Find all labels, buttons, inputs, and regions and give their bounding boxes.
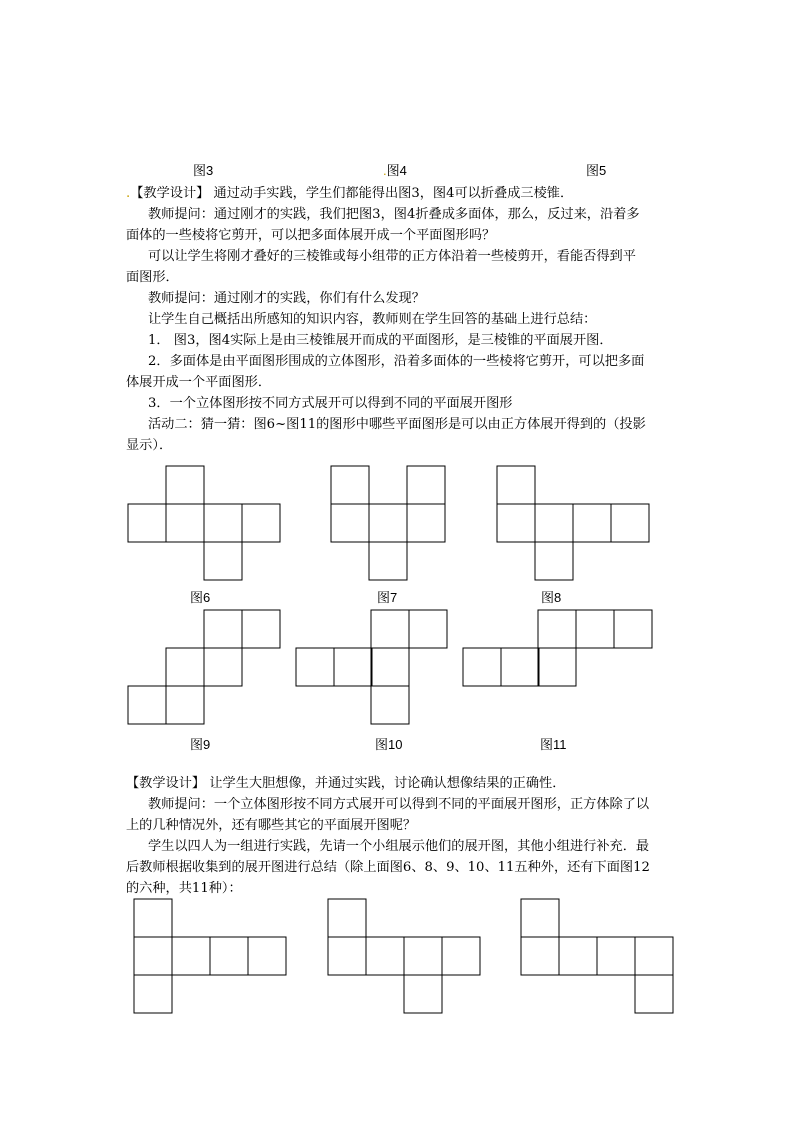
section2-text: [126, 773, 671, 899]
text-line: 后教师根据收集到的展开图进行总结（除上面图6、8、9、10、11五种外，还有下面图12: [126, 860, 650, 875]
net-fig6: [128, 466, 280, 580]
teaching-design-1: 【教学设计】 通过动手实践，学生们都能得出图3，图4可以折叠成三棱锥．: [130, 186, 574, 201]
caption-fig8: 图8: [541, 590, 562, 605]
caption-fig10: 图10: [375, 737, 403, 752]
net-fig12c: [521, 899, 673, 1013]
net-fig7: [331, 466, 445, 580]
text-line: 1． 图3，图4实际上是由三棱锥展开而成的平面图形，是三棱锥的平面展开图．: [148, 333, 613, 348]
text-line: 体展开成一个平面图形．: [126, 375, 272, 390]
text-line: 活动二：猜一猜：图6~图11的图形中哪些平面图形是可以由正方体展开得到的（投影: [148, 417, 646, 432]
text-line: 显示）．: [126, 438, 173, 453]
text-line: 2．多面体是由平面图形围成的立体图形，沿着多面体的一些棱将它剪开，可以把多面: [148, 354, 645, 369]
net-fig12a: [134, 899, 286, 1013]
text-line: 可以让学生将刚才叠好的三棱锥或每小组带的正方体沿着一些棱剪开，看能否得到平: [148, 249, 636, 264]
text-line: 教师提问：一个立体图形按不同方式展开可以得到不同的平面展开图形，正方体除了以: [148, 797, 650, 812]
net-fig10: [296, 610, 447, 724]
caption-fig11: 图11: [540, 737, 567, 752]
marker-dot: .: [126, 186, 131, 201]
text-line: 教师提问：通过刚才的实践，我们把图3，图4折叠成多面体，那么，反过来，沿着多: [148, 207, 640, 222]
net-fig8: [497, 466, 649, 580]
text-line: 教师提问：通过刚才的实践，你们有什么发现？: [148, 291, 425, 306]
caption-dot: .: [383, 163, 387, 178]
net-fig11: [463, 610, 652, 686]
caption-fig5: 图5: [586, 163, 607, 178]
caption-fig6: 图6: [190, 590, 211, 605]
text-line: 学生以四人为一组进行实践，先请一个小组展示他们的展开图，其他小组进行补充．最: [148, 839, 650, 854]
text-line: 的六种，共11种）：: [126, 881, 242, 896]
net-fig12b: [328, 899, 480, 1013]
text-line: 面体的一些棱将它剪开，可以把多面体展开成一个平面图形吗？: [126, 228, 496, 243]
text-line: 【教学设计】 让学生大胆想像，并通过实践，讨论确认想像结果的正确性．: [126, 776, 566, 791]
caption-fig9: 图9: [190, 737, 211, 752]
net-fig9: [128, 610, 280, 724]
text-line: 让学生自己概括出所感知的知识内容，教师则在学生回答的基础上进行总结：: [148, 312, 597, 327]
caption-fig3: 图3: [193, 163, 214, 178]
text-line: 上的几种情况外，还有哪些其它的平面展开图呢？: [126, 818, 417, 833]
caption-fig4-text: 图4: [386, 163, 407, 178]
text-line: 3．一个立体图形按不同方式展开可以得到不同的平面展开图形: [148, 396, 513, 411]
caption-fig7: 图7: [377, 590, 398, 605]
text-line: 面图形．: [126, 270, 179, 285]
